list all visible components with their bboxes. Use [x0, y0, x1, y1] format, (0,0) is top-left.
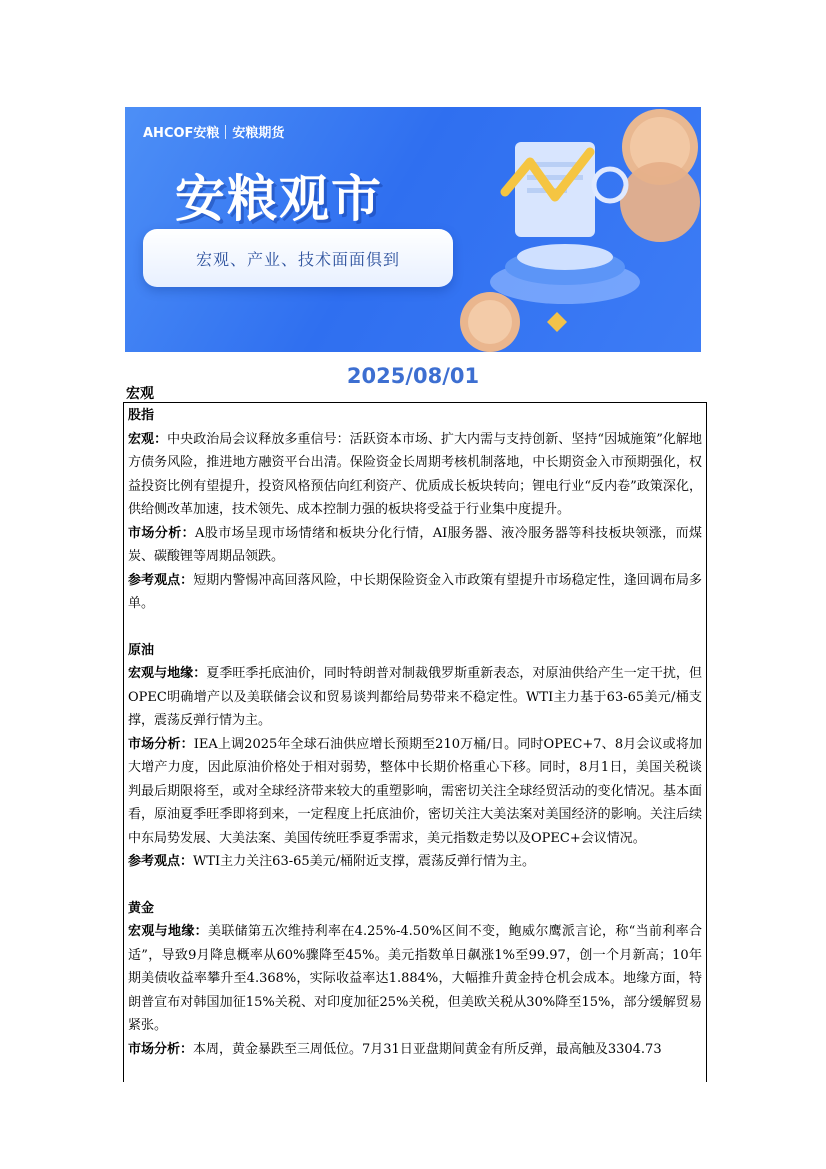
- report-date: 2025/08/01: [346, 364, 480, 388]
- paragraph-label: 市场分析：: [128, 525, 196, 541]
- company-logo: [143, 122, 284, 141]
- section-title-crude-oil: 原油: [128, 642, 155, 658]
- spacer: [128, 874, 702, 897]
- paragraph-label: 市场分析：: [128, 736, 194, 752]
- paragraph: [128, 569, 702, 616]
- section-label-macro: 宏观: [126, 386, 154, 402]
- paragraph-label: 宏观与地缘：: [128, 666, 207, 681]
- banner-title: 安粮观市: [175, 170, 383, 228]
- paragraph-text: 本周，黄金暴跌至三周低位。7月31日亚盘期间黄金有所反弹，最高触及3304.73: [193, 1041, 662, 1057]
- paragraph-text: 短期内警惕冲高回落风险，中长期保险资金入市政策有望提升市场稳定性，逢回调布局多单。: [128, 572, 702, 611]
- paragraph-text: WTI主力关注63-65美元/桶附近支撑，震荡反弹行情为主。: [193, 854, 536, 869]
- logo-brand: AHCOF安粮: [143, 126, 220, 141]
- paragraph: [128, 522, 702, 569]
- paragraph: [128, 920, 702, 1038]
- paragraph: [128, 662, 702, 733]
- paragraph-text: 夏季旺季托底油价，同时特朗普对制裁俄罗斯重新表态，对原油供给产生一定干扰，但OPEC明确增产以及美联储会议和贸易谈判都给局势带来不稳定性。WTI主力基于63-65美元/桶支撑，震荡反弹行情为主。: [128, 666, 702, 728]
- paragraph-label: 参考观点：: [128, 572, 194, 588]
- section-title-gold: 黄金: [128, 900, 155, 916]
- finance-illustration-icon: [455, 107, 701, 352]
- paragraph: [128, 850, 702, 874]
- content-table: [123, 402, 707, 1082]
- paragraph-text: 中央政治局会议释放多重信号：活跃资本市场、扩大内需与支持创新、坚持“因城施策”化解地方债务风险，推进地方融资平台出清。保险资金长周期考核机制落地，中长期资金入市预期强化，权益投资比例有望提升，投资风格预估向红利资产、优质成长板块转向；锂电行业“反内卷”政策深化，供给侧改革加速，技术领先、成本控制力强的板块将受益于行业集中度提升。: [128, 431, 702, 517]
- spacer: [128, 616, 702, 639]
- paragraph-label: 市场分析：: [128, 1041, 194, 1057]
- paragraph-text: 美联储第五次维持利率在4.25%-4.50%区间不变，鲍威尔鹰派言论，称“当前利率合适”，导致9月降息概率从60%骤降至45%。美元指数单日飙涨1%至99.97，创一个月新高；10年期美债收益率攀升至4.368%，实际收益率达1.884%，大幅推升黄金持仓机会成本。地缘方面，特朗普宣布对韩国加征15%关税、对印度加征25%关税，但美欧关税从30%降至15%，部分缓解贸易紧张。: [128, 924, 702, 1033]
- paragraph-text: IEA上调2025年全球石油供应增长预期至210万桶/日。同时OPEC+7、8月会议或将加大增产力度，因此原油价格处于相对弱势，整体中长期价格重心下移。同时，8月1日，美国关税谈判最后期限将至，或对全球经济带来较大的重塑影响，需密切关注全球经贸活动的变化情况。基本面看，原油夏季旺季即将到来，一定程度上托底油价，密切关注大美法案对美国经济的影响。关注后续中东局势发展、大美法案、美国传统旺季夏季需求，美元指数走势以及OPEC+会议情况。: [128, 736, 702, 846]
- banner-subtitle-pill: [143, 229, 453, 287]
- paragraph: [128, 733, 702, 851]
- paragraph-text: A股市场呈现市场情绪和板块分化行情，AI服务器、液冷服务器等科技板块领涨，而煤炭、碳酸锂等周期品领跌。: [128, 525, 702, 564]
- paragraph: [128, 428, 702, 522]
- paragraph-label: 参考观点：: [128, 854, 194, 869]
- banner-subtitle: 宏观、产业、技术面面俱到: [195, 249, 400, 269]
- section-title-stock-index: 股指: [128, 408, 155, 423]
- paragraph-label: 宏观与地缘：: [128, 924, 209, 939]
- paragraph: [128, 1038, 702, 1062]
- header-banner: [125, 107, 701, 352]
- logo-company: 安粮期货: [232, 126, 285, 141]
- logo-divider: [225, 125, 226, 139]
- paragraph-label: 宏观：: [128, 431, 168, 447]
